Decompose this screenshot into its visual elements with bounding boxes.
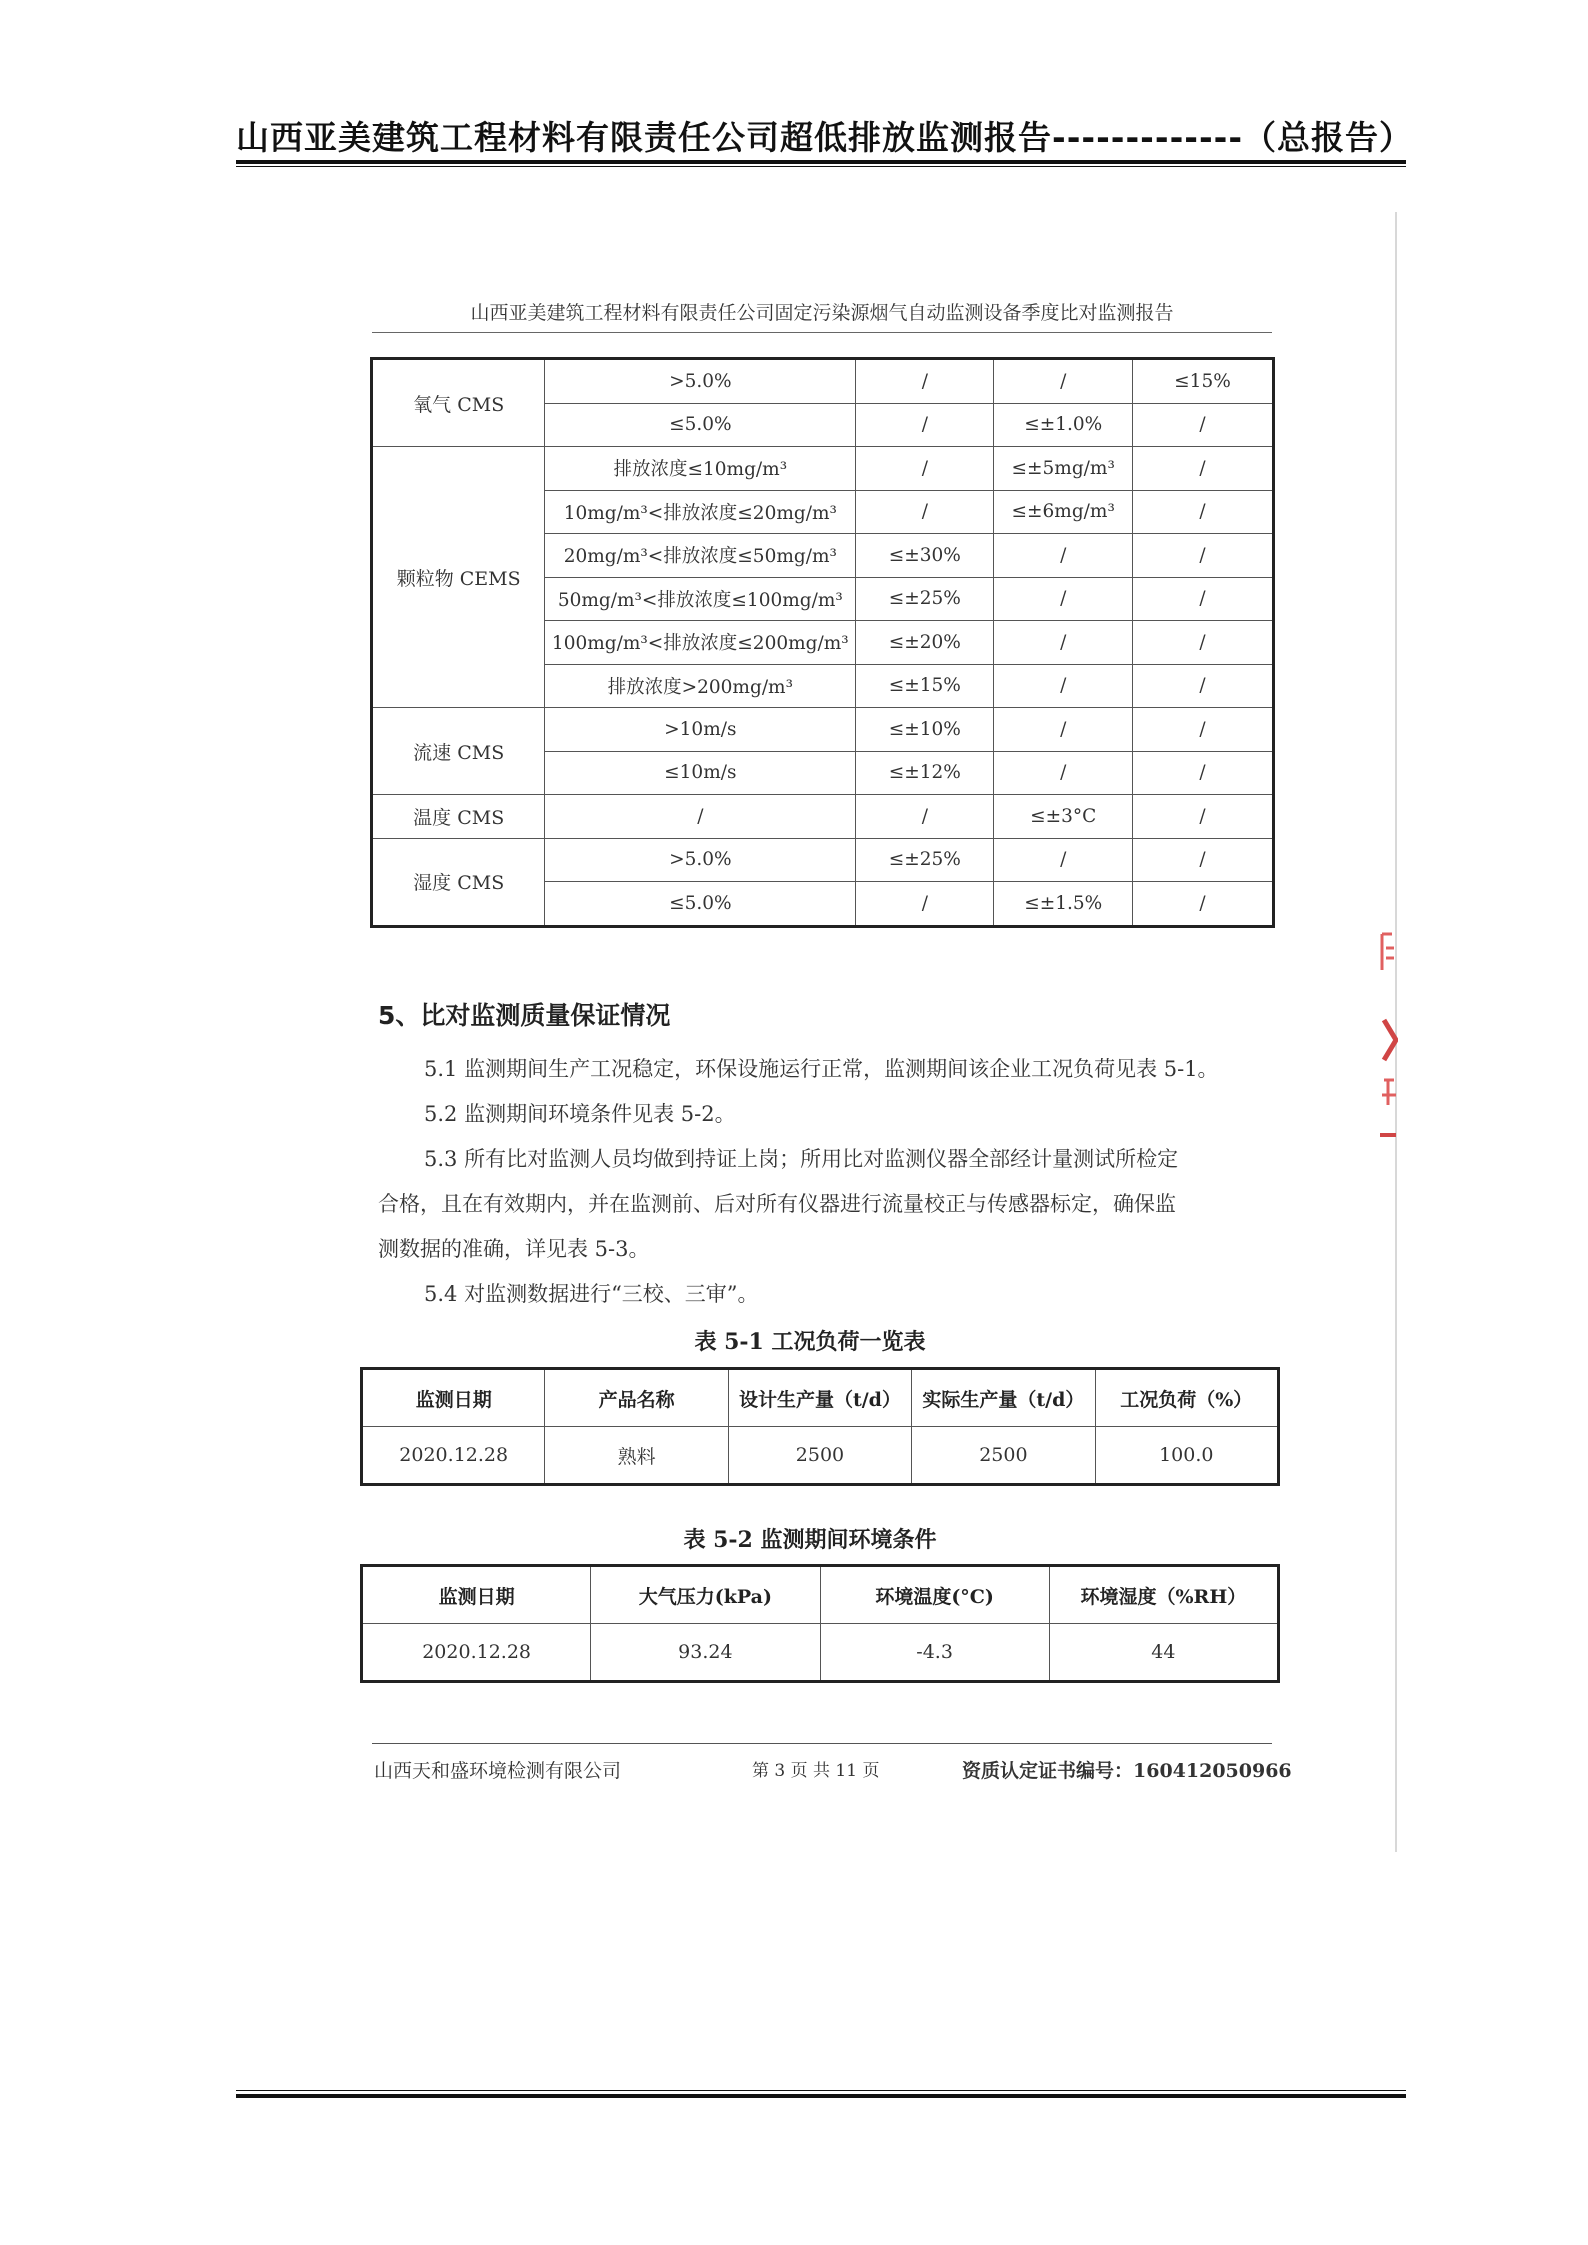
value-cell: / [994, 577, 1133, 621]
table-cell: 熟料 [545, 1427, 728, 1485]
table-cell: -4.3 [820, 1624, 1049, 1682]
value-cell: / [856, 490, 994, 534]
value-cell: / [856, 795, 994, 839]
value-cell: ≤±20% [856, 621, 994, 665]
footer-company: 山西天和盛环境检测有限公司 [374, 1760, 622, 1782]
column-header: 产品名称 [545, 1369, 728, 1427]
table-cell: 44 [1049, 1624, 1278, 1682]
value-cell: / [1132, 664, 1273, 708]
table-row [372, 447, 1274, 491]
header-rule-thin [236, 166, 1406, 167]
value-cell: / [856, 882, 994, 927]
value-cell: ≤±25% [856, 838, 994, 882]
value-cell: ≤±6mg/m³ [994, 490, 1133, 534]
condition-cell: / [545, 795, 856, 839]
value-cell: ≤±1.5% [994, 882, 1133, 927]
condition-cell: ≤10m/s [545, 751, 856, 795]
condition-cell: ≤5.0% [545, 403, 856, 447]
value-cell: / [1132, 751, 1273, 795]
condition-cell: >5.0% [545, 359, 856, 404]
category-cell: 氧气 CMS [372, 359, 545, 447]
table-cell: 2500 [728, 1427, 911, 1485]
value-cell: / [1132, 534, 1273, 578]
value-cell: / [994, 751, 1133, 795]
value-cell: ≤±12% [856, 751, 994, 795]
inner-header-rule [372, 332, 1272, 333]
value-cell: / [1132, 577, 1273, 621]
table-5-1-caption: 表 5-1 工况负荷一览表 [694, 1329, 926, 1355]
value-cell: ≤±1.0% [994, 403, 1133, 447]
value-cell: / [856, 447, 994, 491]
stamp-fragment [1378, 930, 1398, 1150]
bottom-rule-thin [236, 2090, 1406, 2091]
table-5-2 [360, 1564, 1280, 1683]
condition-cell: ≤5.0% [545, 882, 856, 927]
table-row [372, 359, 1274, 404]
section-heading: 5、比对监测质量保证情况 [378, 1001, 671, 1030]
table-cell: 2020.12.28 [362, 1427, 545, 1485]
table-5-2-caption: 表 5-2 监测期间环境条件 [683, 1527, 937, 1553]
table-5-1 [360, 1367, 1280, 1486]
column-header: 环境湿度（%RH） [1049, 1566, 1278, 1624]
column-header: 监测日期 [362, 1566, 591, 1624]
condition-cell: 排放浓度≤10mg/m³ [545, 447, 856, 491]
paragraph-5-3-cont: 合格，且在有效期内，并在监测前、后对所有仪器进行流量校正与传感器标定，确保监 [378, 1192, 1176, 1216]
value-cell: ≤±5mg/m³ [994, 447, 1133, 491]
condition-cell: >10m/s [545, 708, 856, 752]
value-cell: / [994, 664, 1133, 708]
category-cell: 湿度 CMS [372, 838, 545, 926]
footer-rule [372, 1743, 1272, 1744]
table-header-row [362, 1369, 1279, 1427]
value-cell: / [1132, 403, 1273, 447]
condition-cell: >5.0% [545, 838, 856, 882]
category-cell: 流速 CMS [372, 708, 545, 795]
value-cell: / [1132, 708, 1273, 752]
table-header-row [362, 1566, 1279, 1624]
category-cell: 温度 CMS [372, 795, 545, 839]
column-header: 大气压力(kPa) [591, 1566, 820, 1624]
column-header: 设计生产量（t/d） [728, 1369, 911, 1427]
footer-certificate: 资质认定证书编号：160412050966 [962, 1760, 1292, 1782]
table-row [372, 708, 1274, 752]
value-cell: / [1132, 795, 1273, 839]
header-rule-thick [236, 160, 1406, 164]
value-cell: ≤±30% [856, 534, 994, 578]
paragraph-5-3: 5.3 所有比对监测人员均做到持证上岗；所用比对监测仪器全部经计量测试所检定 [424, 1147, 1179, 1171]
table-row [362, 1624, 1279, 1682]
table-cell: 2500 [912, 1427, 1095, 1485]
category-cell: 颗粒物 CEMS [372, 447, 545, 708]
value-cell: ≤15% [1132, 359, 1273, 404]
document-title: 山西亚美建筑工程材料有限责任公司超低排放监测报告-------------（总报告） [236, 118, 1414, 157]
bottom-rule-thick [236, 2094, 1406, 2098]
value-cell: / [1132, 621, 1273, 665]
table-cell: 93.24 [591, 1624, 820, 1682]
condition-cell: 20mg/m³<排放浓度≤50mg/m³ [545, 534, 856, 578]
column-header: 环境温度(°C) [820, 1566, 1049, 1624]
value-cell: / [1132, 882, 1273, 927]
value-cell: / [1132, 838, 1273, 882]
value-cell: ≤±25% [856, 577, 994, 621]
column-header: 工况负荷（%） [1095, 1369, 1278, 1427]
paragraph-5-3-end: 测数据的准确，详见表 5-3。 [378, 1237, 650, 1261]
paragraph-5-1: 5.1 监测期间生产工况稳定，环保设施运行正常，监测期间该企业工况负荷见表 5-1。 [424, 1057, 1219, 1081]
condition-cell: 50mg/m³<排放浓度≤100mg/m³ [545, 577, 856, 621]
value-cell: / [994, 621, 1133, 665]
spec-table [370, 357, 1275, 928]
table-row [372, 838, 1274, 882]
table-row [372, 795, 1274, 839]
value-cell: ≤±15% [856, 664, 994, 708]
column-header: 监测日期 [362, 1369, 545, 1427]
column-header: 实际生产量（t/d） [912, 1369, 1095, 1427]
value-cell: / [856, 403, 994, 447]
value-cell: / [994, 838, 1133, 882]
paragraph-5-2: 5.2 监测期间环境条件见表 5-2。 [424, 1102, 736, 1126]
value-cell: / [994, 534, 1133, 578]
inner-report-header: 山西亚美建筑工程材料有限责任公司固定污染源烟气自动监测设备季度比对监测报告 [470, 302, 1174, 324]
condition-cell: 10mg/m³<排放浓度≤20mg/m³ [545, 490, 856, 534]
table-row [362, 1427, 1279, 1485]
value-cell: / [1132, 447, 1273, 491]
paragraph-5-4: 5.4 对监测数据进行“三校、三审”。 [424, 1282, 759, 1306]
table-cell: 2020.12.28 [362, 1624, 591, 1682]
value-cell: / [994, 708, 1133, 752]
condition-cell: 100mg/m³<排放浓度≤200mg/m³ [545, 621, 856, 665]
condition-cell: 排放浓度>200mg/m³ [545, 664, 856, 708]
footer-page-number: 第 3 页 共 11 页 [752, 1761, 880, 1781]
value-cell: / [1132, 490, 1273, 534]
value-cell: / [994, 359, 1133, 404]
table-cell: 100.0 [1095, 1427, 1278, 1485]
value-cell: / [856, 359, 994, 404]
value-cell: ≤±10% [856, 708, 994, 752]
value-cell: ≤±3°C [994, 795, 1133, 839]
